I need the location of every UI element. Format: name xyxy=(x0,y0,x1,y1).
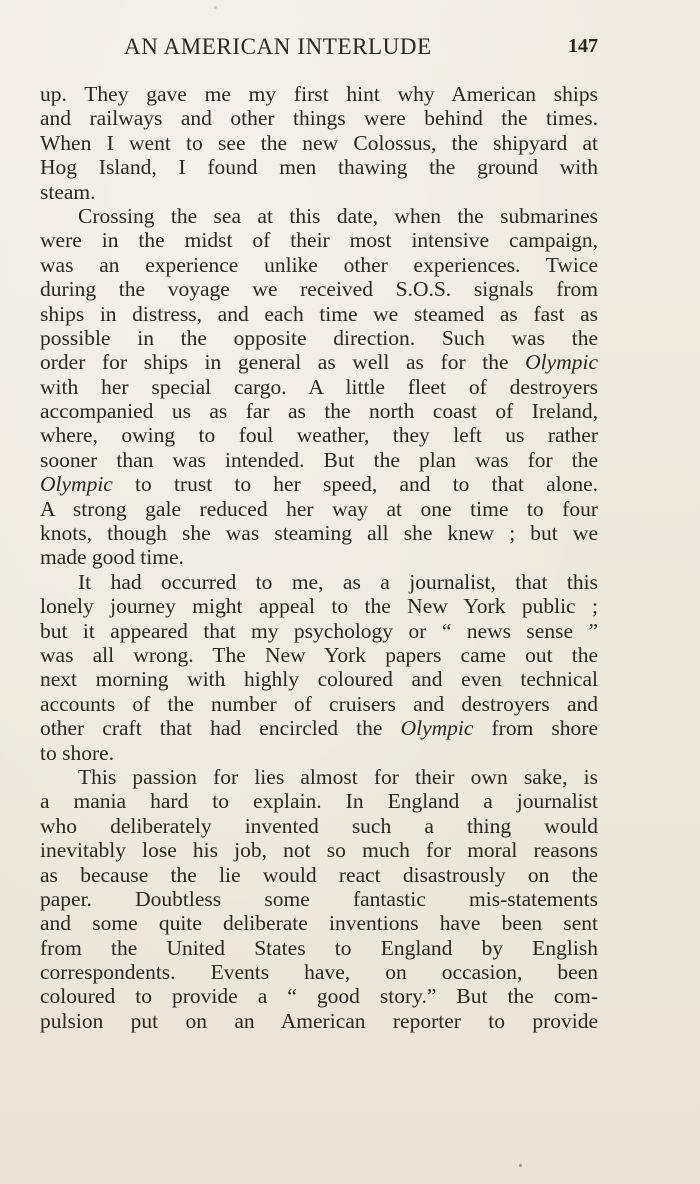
text-line: inevitably lose his job, not so much for moral reasons xyxy=(40,838,598,863)
text-line: but it appeared that my psychology or “ news sense ” xyxy=(40,618,598,643)
text-line: where, owing to foul weather, they left us rather xyxy=(40,423,598,448)
text-line: during the voyage we received S.O.S. signals from xyxy=(40,277,598,302)
paper-fleck xyxy=(519,1164,522,1167)
text-line: knots, though she was steaming all she knew ; but we xyxy=(40,521,598,546)
text-line: as because the lie would react disastrously on the xyxy=(40,862,598,887)
running-title: AN AMERICAN INTERLUDE xyxy=(124,34,432,59)
text-line: was an experience unlike other experiences. Twice xyxy=(40,252,598,277)
text-line: who deliberately invented such a thing would xyxy=(40,813,598,838)
text-line: This passion for lies almost for their own sake, is xyxy=(78,764,598,789)
text-line: ships in distress, and each time we steamed as fast as xyxy=(40,301,598,326)
text-line: order for ships in general as well as for the Olympic xyxy=(40,350,598,375)
text-line: a mania hard to explain. In England a journalist xyxy=(40,789,598,814)
text-line: Hog Island, I found men thawing the ground with xyxy=(40,155,598,180)
text-line: and some quite deliberate inventions have been sent xyxy=(40,911,598,936)
ship-name: Olympic xyxy=(400,716,474,741)
body-text xyxy=(40,82,598,1033)
text-line: accompanied us as far as the north coast of Ireland, xyxy=(40,399,598,424)
text-line: paper. Doubtless some fantastic mis-statements xyxy=(40,886,598,911)
text-line: When I went to see the new Colossus, the shipyard at xyxy=(40,130,598,155)
text-line: other craft that had encircled the Olympic from shore xyxy=(40,716,598,741)
text-line: pulsion put on an American reporter to provide xyxy=(40,1008,598,1033)
text-line: with her special cargo. A little fleet of destroyers xyxy=(40,374,598,399)
text-line: A strong gale reduced her way at one time to four xyxy=(40,496,598,521)
ship-name: Olympic xyxy=(40,472,113,497)
text-line: sooner than was intended. But the plan was for the xyxy=(40,447,598,472)
text-line: and railways and other things were behind the times. xyxy=(40,106,598,131)
page-number: 147 xyxy=(568,35,598,57)
text-line: steam. xyxy=(40,179,96,204)
paper-fleck xyxy=(214,6,217,9)
text-line: possible in the opposite direction. Such was the xyxy=(40,325,598,350)
text-line: next morning with highly coloured and even technical xyxy=(40,667,598,692)
text-line: accounts of the number of cruisers and destroyers and xyxy=(40,691,598,716)
running-head xyxy=(40,34,598,64)
text-line: made good time. xyxy=(40,545,184,570)
text-line: were in the midst of their most intensive campaign, xyxy=(40,228,598,253)
text-line: coloured to provide a “ good story.” But the com- xyxy=(40,984,598,1009)
text-line: It had occurred to me, as a journalist, that this xyxy=(78,569,598,594)
text-line: to shore. xyxy=(40,740,115,765)
text-line: Olympic to trust to her speed, and to that alone. xyxy=(40,472,598,497)
text-line: up. They gave me my first hint why American ships xyxy=(40,82,598,106)
text-line: lonely journey might appeal to the New York public ; xyxy=(40,594,598,619)
ship-name: Olympic xyxy=(525,350,598,375)
text-line: correspondents. Events have, on occasion, been xyxy=(40,960,598,985)
text-line: was all wrong. The New York papers came out the xyxy=(40,642,598,667)
text-line: Crossing the sea at this date, when the submarines xyxy=(78,203,598,228)
text-line: from the United States to England by English xyxy=(40,935,598,960)
